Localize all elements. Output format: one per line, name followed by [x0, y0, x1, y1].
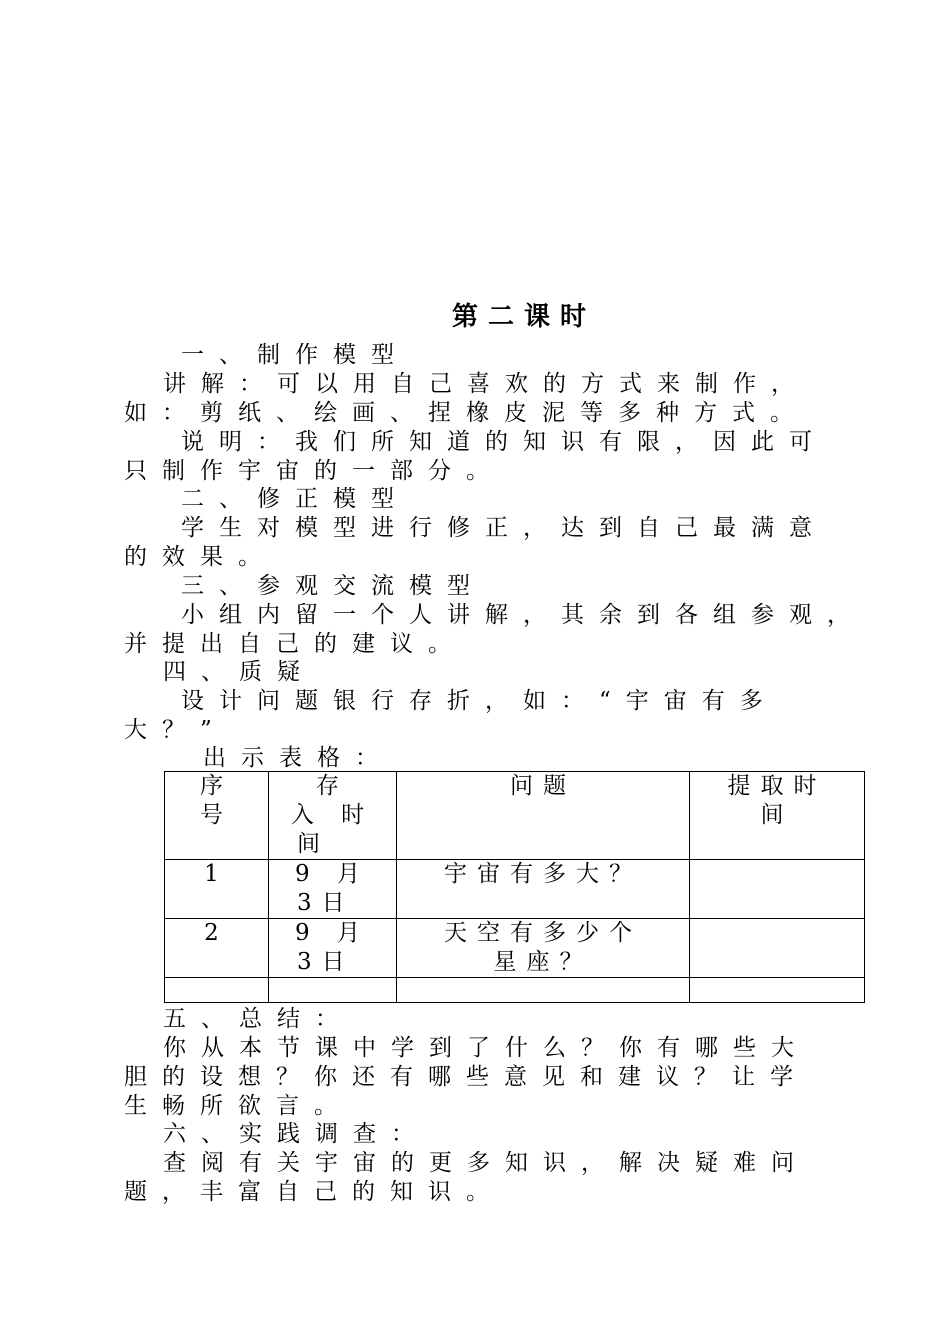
table-row [165, 919, 865, 978]
question-bank-table [164, 771, 865, 1003]
section-3-text-line-2: 并提出自己的建议。 [124, 631, 466, 657]
section-4-text-line-1: 设计问题银行存折，如：“宇宙有多 [181, 688, 778, 714]
table-intro: 出示表格： [203, 745, 393, 771]
section-6-heading: 六、实践调查： [163, 1121, 429, 1147]
section-1-explain-line-2: 如：剪纸、绘画、捏橡皮泥等多种方式。 [124, 400, 808, 426]
header-number: 序 号 [165, 772, 269, 860]
section-6-text-line-2: 题，丰富自己的知识。 [124, 1179, 504, 1205]
section-4-heading: 四、质疑 [163, 659, 315, 685]
section-2-text-line-1: 学生对模型进行修正，达到自己最满意 [181, 515, 827, 541]
row-withdraw-time [690, 919, 865, 978]
table-row [165, 860, 865, 919]
row-question: 天空有多少个 星座？ [397, 919, 690, 978]
row-number: 2 [165, 919, 269, 978]
row-withdraw-time [690, 860, 865, 919]
section-1-note-line-1: 说明：我们所知道的知识有限，因此可 [181, 429, 827, 455]
section-1-heading: 一、制作模型 [181, 342, 409, 368]
row-deposit-date: 9 月 3日 [269, 860, 397, 919]
section-5-heading: 五、总结： [163, 1006, 353, 1032]
section-2-heading: 二、修正模型 [181, 486, 409, 512]
header-question: 问题 [397, 772, 690, 860]
row-number [165, 978, 269, 1003]
section-3-text-line-1: 小组内留一个人讲解，其余到各组参观， [181, 602, 865, 628]
header-deposit-time: 存 入 时 间 [269, 772, 397, 860]
section-1-note-line-2: 只制作宇宙的一部分。 [124, 458, 504, 484]
section-4-text-line-2: 大？” [124, 717, 227, 743]
table-header-row [165, 772, 865, 860]
section-1-explain-line-1: 讲解：可以用自己喜欢的方式来制作， [163, 371, 809, 397]
table-row [165, 978, 865, 1003]
section-6-text-line-1: 查阅有关宇宙的更多知识，解决疑难问 [163, 1150, 809, 1176]
section-5-text-line-3: 生畅所欲言。 [124, 1093, 352, 1119]
row-deposit-date: 9 月 3日 [269, 919, 397, 978]
row-question: 宇宙有多大？ [397, 860, 690, 919]
row-question [397, 978, 690, 1003]
row-withdraw-time [690, 978, 865, 1003]
section-3-heading: 三、参观交流模型 [181, 573, 485, 599]
header-withdraw-time: 提取时 间 [690, 772, 865, 860]
row-deposit-date [269, 978, 397, 1003]
section-2-text-line-2: 的效果。 [124, 544, 276, 570]
lesson-title: 第二课时 [452, 302, 597, 332]
section-5-text-line-2: 胆的设想？你还有哪些意见和建议？让学 [124, 1064, 808, 1090]
row-number: 1 [165, 860, 269, 919]
section-5-text-line-1: 你从本节课中学到了什么？你有哪些大 [163, 1035, 809, 1061]
